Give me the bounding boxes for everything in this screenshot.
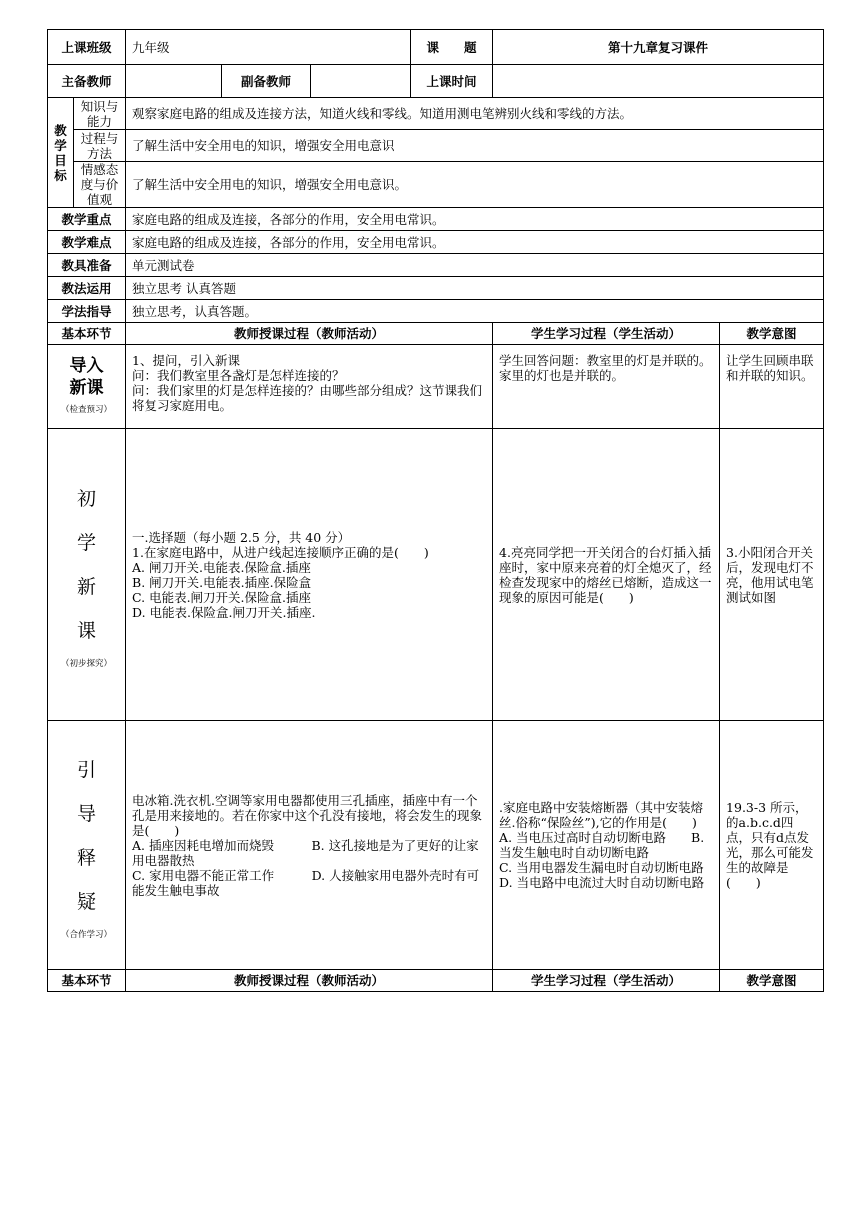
stage-title: 释 — [77, 846, 97, 869]
student-activity: 学生回答问题：教室里的灯是并联的。家里的灯也是并联的。 — [493, 345, 720, 429]
info-text: 家庭电路的组成及连接，各部分的作用，安全用电常识。 — [126, 208, 824, 231]
stage-row-intro — [48, 345, 824, 429]
objective-text: 观察家庭电路的组成及连接方法，知道火线和零线。知道用测电笔辨别火线和零线的方法。 — [126, 98, 824, 130]
objective-label: 过程与方法 — [74, 130, 126, 162]
info-label: 教学重点 — [48, 208, 126, 231]
teacher-activity: 1、提问，引入新课 问：我们教室里各盏灯是怎样连接的？ 问：我们家里的灯是怎样连接的？由哪些部分组成？这节课我们将复习家庭用电。 — [126, 345, 493, 429]
time-value — [493, 65, 824, 98]
column-header-row — [48, 323, 824, 345]
col-student-header: 学生学习过程（学生活动） — [493, 323, 720, 345]
info-label: 教法运用 — [48, 277, 126, 300]
header-row-1 — [48, 30, 824, 65]
info-text: 独立思考 认真答题 — [126, 277, 824, 300]
stage-subtitle: （检查预习） — [61, 405, 113, 415]
teaching-intent: 3.小阳闭合开关后，发现电灯不亮，他用试电笔测试如图 — [720, 429, 824, 721]
stage-cell — [48, 345, 126, 429]
objectives-char: 标 — [54, 167, 67, 183]
assist-teacher-value — [311, 65, 411, 98]
col-intent-header: 教学意图 — [720, 323, 824, 345]
student-activity: 4.亮亮同学把一开关闭合的台灯插入插座时，家中原来亮着的灯全熄灭了，经检查发现家中的熔丝已熔断，造成这一现象的原因可能是( ) — [493, 429, 720, 721]
col-teacher-header: 教师授课过程（教师活动） — [126, 970, 493, 992]
objective-label: 情感态度与价值观 — [74, 162, 126, 208]
topic-value: 第十九章复习课件 — [493, 30, 824, 65]
stage-cell — [48, 721, 126, 970]
col-student-header: 学生学习过程（学生活动） — [493, 970, 720, 992]
lesson-plan-table — [47, 29, 824, 992]
col-teacher-header: 教师授课过程（教师活动） — [126, 323, 493, 345]
stage-title: 课 — [77, 620, 97, 642]
header-row-2 — [48, 65, 824, 98]
info-row-teaching-method — [48, 277, 824, 300]
objective-text: 了解生活中安全用电的知识，增强安全用电意识 — [126, 130, 824, 162]
info-row-difficulty — [48, 231, 824, 254]
info-text: 独立思考，认真答题。 — [126, 300, 824, 323]
stage-subtitle: （初步探究） — [61, 659, 113, 669]
info-text: 家庭电路的组成及连接，各部分的作用，安全用电常识。 — [126, 231, 824, 254]
objectives-char: 教 — [54, 122, 67, 138]
column-header-row-repeat — [48, 970, 824, 992]
class-label: 上课班级 — [48, 30, 126, 65]
stage-row-new-lesson — [48, 429, 824, 721]
col-intent-header: 教学意图 — [720, 970, 824, 992]
stage-cell — [48, 429, 126, 721]
objectives-char: 学 — [54, 137, 67, 153]
stage-title: 引 — [77, 758, 97, 781]
stage-title: 初 — [77, 488, 97, 510]
info-row-learning-method — [48, 300, 824, 323]
stage-title: 导入 — [69, 356, 104, 376]
objectives-char: 目 — [54, 152, 67, 168]
stage-title: 学 — [77, 532, 97, 554]
info-row-materials — [48, 254, 824, 277]
stage-row-guidance — [48, 721, 824, 970]
stage-title: 新课 — [69, 378, 104, 398]
class-value: 九年级 — [126, 30, 411, 65]
stage-subtitle: （合作学习） — [61, 929, 113, 940]
col-stage-header: 基本环节 — [48, 323, 126, 345]
col-stage-header: 基本环节 — [48, 970, 126, 992]
teaching-intent: 让学生回顾串联和并联的知识。 — [720, 345, 824, 429]
stage-title: 导 — [77, 802, 97, 825]
objectives-label — [48, 98, 74, 208]
main-teacher-value — [126, 65, 222, 98]
objective-row-process — [48, 130, 824, 162]
stage-title: 新 — [77, 576, 97, 598]
main-teacher-label: 主备教师 — [48, 65, 126, 98]
time-label: 上课时间 — [411, 65, 493, 98]
topic-label: 课 题 — [411, 30, 493, 65]
info-label: 教具准备 — [48, 254, 126, 277]
info-row-focus — [48, 208, 824, 231]
info-label: 学法指导 — [48, 300, 126, 323]
objective-text: 了解生活中安全用电的知识，增强安全用电意识。 — [126, 162, 824, 208]
student-activity: .家庭电路中安装熔断器（其中安装熔丝.俗称“保险丝”),它的作用是( ) A. 当电压过高时自动切断电路 B. 当发生触电时自动切断电路 C. 当用电器发生漏电时自动切断电路 D. 当电路中电流过大时自动切断电路 — [493, 721, 720, 970]
info-label: 教学难点 — [48, 231, 126, 254]
teacher-activity: 电冰箱.洗衣机.空调等家用电器都使用三孔插座，插座中有一个孔是用来接地的。若在你家中这个孔没有接地，将会发生的现象是( ) A. 插座因耗电增加而烧毁 B. 这孔接地是为了更好的让家用电器散热 C. 家用电器不能正常工作 D. 人接触家用电器外壳时有可能发生触电事故 — [126, 721, 493, 970]
teaching-intent: 19.3-3 所示，的a.b.c.d四点，只有d点发光，那么可能发生的故障是( ) — [720, 721, 824, 970]
stage-title: 疑 — [77, 890, 97, 913]
objective-label: 知识与能力 — [74, 98, 126, 130]
info-text: 单元测试卷 — [126, 254, 824, 277]
objective-row-knowledge — [48, 98, 824, 130]
teacher-activity: 一.选择题（每小题 2.5 分，共 40 分） 1.在家庭电路中，从进户线起连接顺序正确的是( ) A. 闸刀开关.电能表.保险盒.插座 B. 闸刀开关.电能表.插座.保险盒 C. 电能表.闸刀开关.保险盒.插座 D. 电能表.保险盒.闸刀开关.插座. — [126, 429, 493, 721]
assist-teacher-label: 副备教师 — [222, 65, 311, 98]
objective-row-attitude — [48, 162, 824, 208]
